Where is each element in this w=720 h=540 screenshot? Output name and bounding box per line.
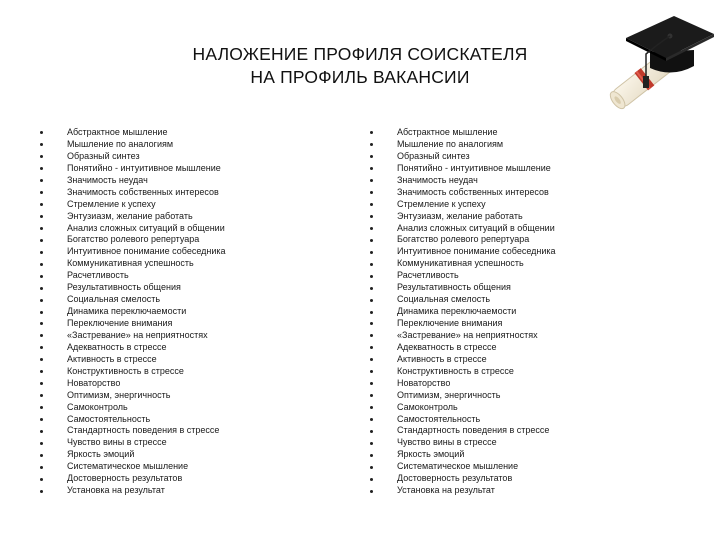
list-item-label: Оптимизм, энергичность [397, 389, 501, 400]
bullet-icon [40, 203, 43, 206]
list-item-label: Значимость неудач [397, 174, 478, 185]
bullet-icon [40, 370, 43, 373]
bullet-icon [370, 334, 373, 337]
list-item-label: Расчетливость [397, 270, 459, 281]
list-item-label: Установка на результат [67, 485, 165, 496]
list-item-label: Самостоятельность [67, 413, 151, 424]
bullet-icon [370, 442, 373, 445]
bullet-icon [40, 478, 43, 481]
bullet-icon [40, 430, 43, 433]
bullet-icon [370, 143, 373, 146]
list-item [370, 390, 556, 402]
bullet-icon [40, 191, 43, 194]
list-item-label: Мышление по аналогиям [67, 138, 174, 149]
list-item [370, 437, 556, 449]
list-item-label: Понятийно - интуитивное мышление [67, 162, 221, 173]
title-line-2: НА ПРОФИЛЬ ВАКАНСИИ [250, 67, 470, 87]
list-item [40, 330, 226, 342]
bullet-icon [370, 131, 373, 134]
bullet-icon [40, 382, 43, 385]
bullet-icon [40, 275, 43, 278]
bullet-icon [370, 155, 373, 158]
list-item-label: Достоверность результатов [397, 473, 513, 484]
list-item [370, 318, 556, 330]
bullet-icon [40, 490, 43, 493]
title-line-1: НАЛОЖЕНИЕ ПРОФИЛЯ СОИСКАТЕЛЯ [192, 44, 528, 64]
bullet-icon [40, 406, 43, 409]
list-item-label: Богатство ролевого репертуара [67, 234, 200, 245]
list-item-label: Переключение внимания [397, 318, 503, 328]
list-item [370, 461, 556, 473]
bullet-icon [370, 239, 373, 242]
bullet-icon [370, 275, 373, 278]
list-item [40, 282, 226, 294]
list-item [40, 390, 226, 402]
list-item-label: Динамика переключаемости [67, 306, 187, 317]
list-item-label: Активность в стрессе [67, 353, 157, 364]
list-item [370, 258, 556, 270]
list-item [40, 258, 226, 270]
bullet-icon [370, 370, 373, 373]
list-item [370, 139, 556, 151]
list-item [370, 473, 556, 485]
list-item-label: Самоконтроль [397, 401, 458, 412]
list-item-label: Установка на результат [397, 485, 495, 496]
list-item [40, 246, 226, 258]
list-item [40, 151, 226, 163]
list-item [370, 414, 556, 426]
list-item [40, 425, 226, 437]
list-item-label: Адекватность в стрессе [397, 341, 497, 352]
list-item [370, 366, 556, 378]
list-item-label: Коммуникативная успешность [67, 258, 194, 269]
bullet-icon [40, 239, 43, 242]
list-item-label: Энтузиазм, желание работать [397, 210, 523, 221]
list-item [40, 378, 226, 390]
right-trait-list [370, 127, 556, 497]
list-item-label: «Застревание» на неприятностях [397, 329, 538, 340]
bullet-icon [370, 299, 373, 302]
list-item-label: Социальная смелость [67, 294, 161, 305]
list-item-label: Социальная смелость [397, 294, 491, 305]
bullet-icon [40, 311, 43, 314]
list-item-label: Адекватность в стрессе [67, 341, 167, 352]
list-item [370, 151, 556, 163]
list-item-label: Систематическое мышление [67, 461, 189, 472]
list-item-label: Новаторство [397, 377, 451, 388]
bullet-icon [40, 299, 43, 302]
bullet-icon [40, 227, 43, 230]
list-item-label: Конструктивность в стрессе [397, 365, 514, 376]
list-item [40, 485, 226, 497]
bullet-icon [40, 346, 43, 349]
list-item [370, 223, 556, 235]
list-item-label: Анализ сложных ситуаций в общении [397, 222, 555, 233]
list-item [370, 378, 556, 390]
list-item-label: Результативность общения [397, 282, 511, 293]
list-item [40, 449, 226, 461]
list-item [370, 175, 556, 187]
list-item-label: Значимость неудач [67, 174, 148, 185]
bullet-icon [40, 418, 43, 421]
list-item-label: Яркость эмоций [397, 449, 465, 460]
bullet-icon [370, 191, 373, 194]
list-item [370, 425, 556, 437]
bullet-icon [40, 131, 43, 134]
bullet-icon [40, 263, 43, 266]
list-item-label: Динамика переключаемости [397, 306, 517, 317]
list-item-label: Стандартность поведения в стрессе [397, 425, 550, 436]
page-title [120, 43, 600, 89]
list-item [370, 234, 556, 246]
bullet-icon [370, 406, 373, 409]
list-item [370, 211, 556, 223]
list-item-label: Значимость собственных интересов [397, 186, 549, 197]
left-trait-list [40, 127, 226, 497]
list-item [370, 449, 556, 461]
graduation-cap-diploma-icon [606, 8, 716, 112]
list-item-label: Достоверность результатов [67, 473, 183, 484]
bullet-icon [370, 358, 373, 361]
bullet-icon [370, 287, 373, 290]
bullet-icon [370, 203, 373, 206]
bullet-icon [40, 179, 43, 182]
bullet-icon [40, 287, 43, 290]
list-item [40, 139, 226, 151]
bullet-icon [40, 442, 43, 445]
list-item [40, 414, 226, 426]
list-item-label: Анализ сложных ситуаций в общении [67, 222, 225, 233]
list-item [370, 246, 556, 258]
list-item [370, 270, 556, 282]
bullet-icon [370, 454, 373, 457]
bullet-icon [40, 394, 43, 397]
bullet-icon [370, 418, 373, 421]
list-item [40, 294, 226, 306]
list-item-label: Оптимизм, энергичность [67, 389, 171, 400]
list-item-label: Значимость собственных интересов [67, 186, 219, 197]
list-item-label: Переключение внимания [67, 318, 173, 328]
list-item [40, 366, 226, 378]
bullet-icon [40, 251, 43, 254]
bullet-icon [370, 215, 373, 218]
list-item [40, 187, 226, 199]
list-item-label: Коммуникативная успешность [397, 258, 524, 269]
list-item-label: Мышление по аналогиям [397, 138, 504, 149]
bullet-icon [370, 346, 373, 349]
list-item-label: Чувство вины в стрессе [397, 437, 497, 448]
list-item-label: Самоконтроль [67, 401, 128, 412]
bullet-icon [40, 358, 43, 361]
list-item [40, 306, 226, 318]
bullet-icon [370, 167, 373, 170]
bullet-icon [370, 263, 373, 266]
list-item-label: Стандартность поведения в стрессе [67, 425, 220, 436]
list-item [40, 473, 226, 485]
list-item [40, 402, 226, 414]
list-item [40, 127, 226, 139]
bullet-icon [370, 179, 373, 182]
list-item [370, 485, 556, 497]
list-item [370, 342, 556, 354]
list-item [370, 187, 556, 199]
bullet-icon [40, 143, 43, 146]
bullet-icon [40, 454, 43, 457]
list-item-label: Энтузиазм, желание работать [67, 210, 193, 221]
list-item [40, 175, 226, 187]
bullet-icon [370, 322, 373, 325]
list-item [40, 318, 226, 330]
list-item-label: Активность в стрессе [397, 353, 487, 364]
list-item-label: Интуитивное понимание собеседника [397, 246, 556, 257]
list-item-label: Самостоятельность [397, 413, 481, 424]
list-item [370, 306, 556, 318]
list-item-label: Образный синтез [67, 150, 140, 161]
list-item [370, 354, 556, 366]
list-item [370, 402, 556, 414]
list-item [370, 163, 556, 175]
bullet-icon [40, 322, 43, 325]
list-item-label: Стремление к успеху [67, 198, 156, 209]
list-item [40, 234, 226, 246]
bullet-icon [370, 490, 373, 493]
list-item [40, 223, 226, 235]
list-item [40, 354, 226, 366]
list-item [40, 437, 226, 449]
list-item-label: Результативность общения [67, 282, 181, 293]
list-item-label: «Застревание» на неприятностях [67, 329, 208, 340]
list-item-label: Стремление к успеху [397, 198, 486, 209]
list-item [40, 163, 226, 175]
bullet-icon [40, 466, 43, 469]
bullet-icon [40, 215, 43, 218]
bullet-icon [370, 394, 373, 397]
list-item-label: Богатство ролевого репертуара [397, 234, 530, 245]
list-item-label: Образный синтез [397, 150, 470, 161]
list-item-label: Новаторство [67, 377, 121, 388]
bullet-icon [370, 466, 373, 469]
list-item-label: Конструктивность в стрессе [67, 365, 184, 376]
list-item-label: Интуитивное понимание собеседника [67, 246, 226, 257]
bullet-icon [40, 167, 43, 170]
list-item [40, 199, 226, 211]
bullet-icon [370, 478, 373, 481]
bullet-icon [40, 155, 43, 158]
list-item [370, 294, 556, 306]
bullet-icon [370, 251, 373, 254]
list-item-label: Систематическое мышление [397, 461, 519, 472]
list-item [370, 330, 556, 342]
list-item-label: Абстрактное мышление [67, 127, 168, 137]
bullet-icon [40, 334, 43, 337]
list-item-label: Яркость эмоций [67, 449, 135, 460]
list-item-label: Абстрактное мышление [397, 127, 498, 137]
bullet-icon [370, 311, 373, 314]
list-item [370, 199, 556, 211]
bullet-icon [370, 227, 373, 230]
bullet-icon [370, 382, 373, 385]
list-item [40, 211, 226, 223]
list-item [40, 461, 226, 473]
bullet-icon [370, 430, 373, 433]
list-item [370, 282, 556, 294]
list-item-label: Расчетливость [67, 270, 129, 281]
list-item [40, 342, 226, 354]
list-item-label: Понятийно - интуитивное мышление [397, 162, 551, 173]
list-item-label: Чувство вины в стрессе [67, 437, 167, 448]
list-item [40, 270, 226, 282]
list-item [370, 127, 556, 139]
